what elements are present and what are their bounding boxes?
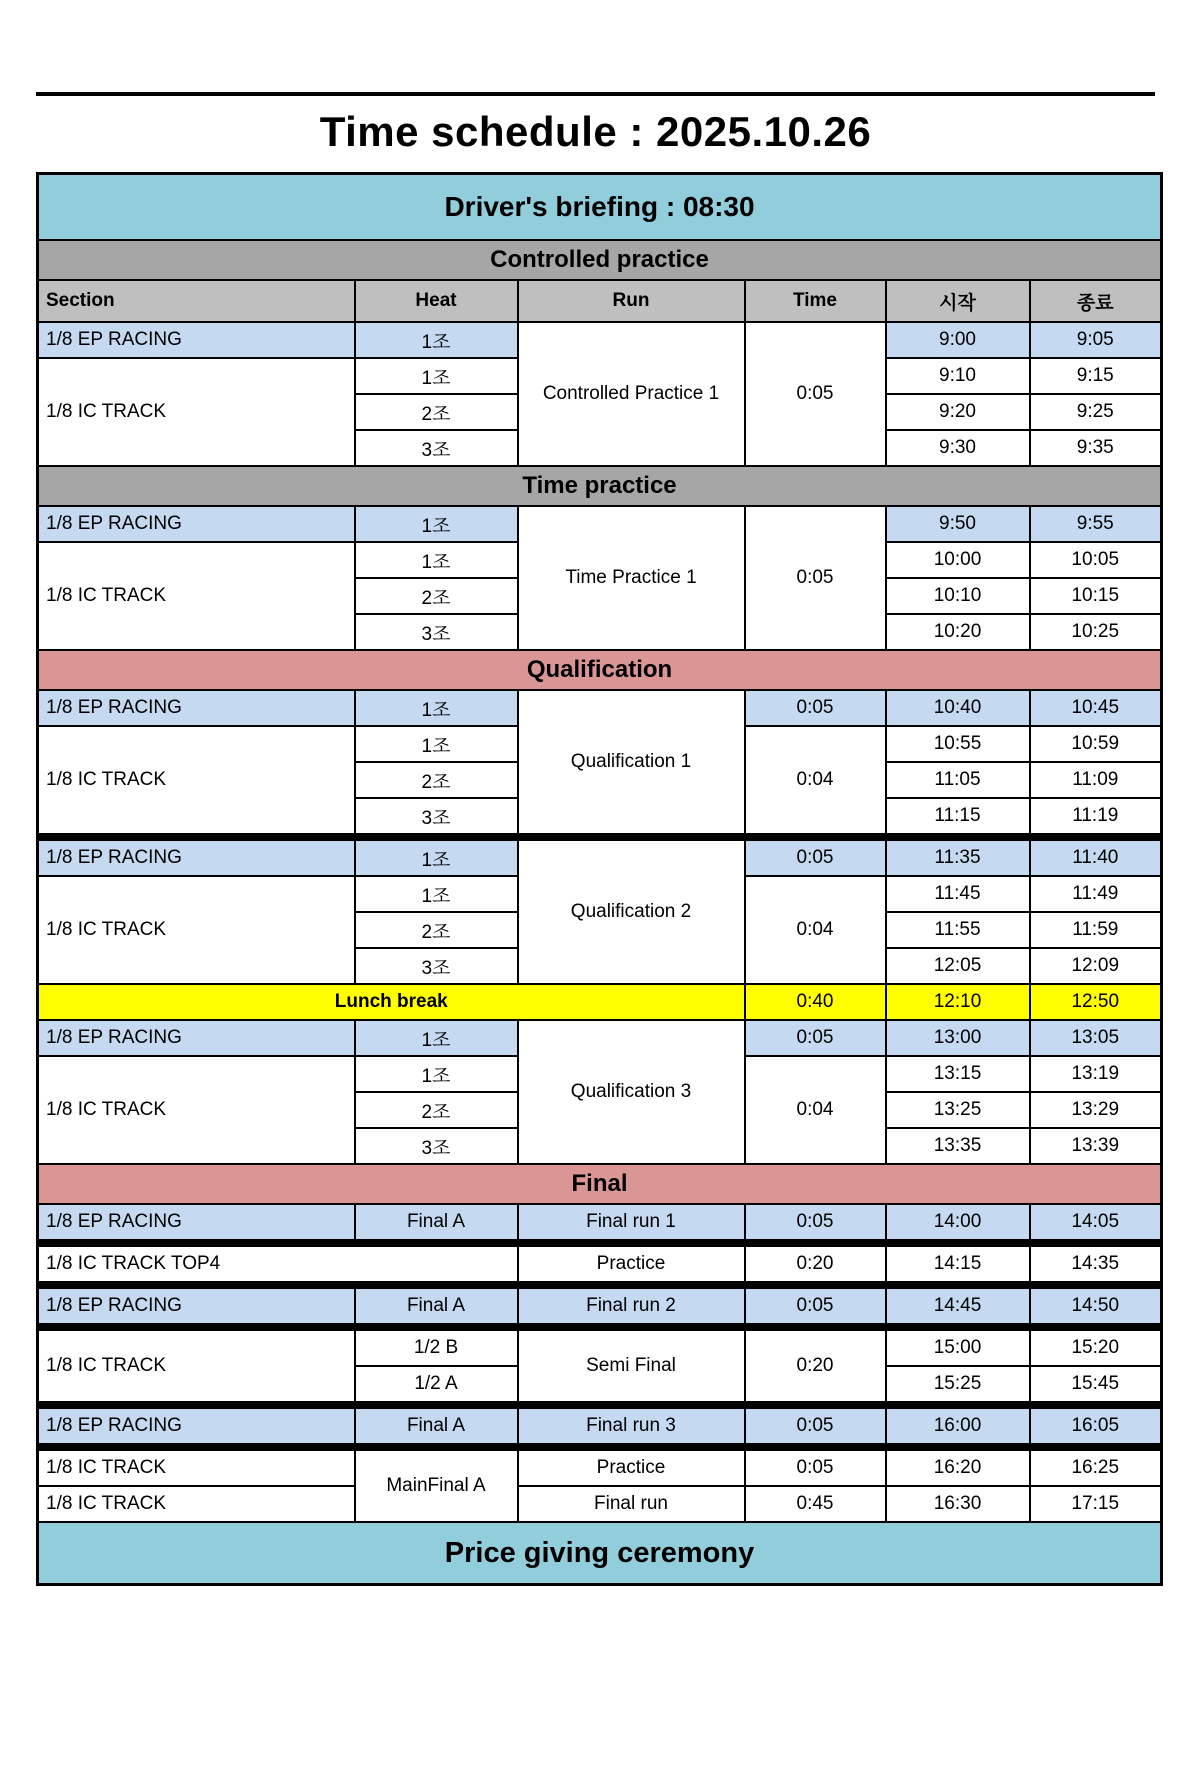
section-cell: 1/8 EP RACING (38, 1204, 355, 1243)
table-row (38, 1447, 1162, 1486)
table-row (38, 1486, 1162, 1522)
table-row (38, 1020, 1162, 1056)
heat-cell: 1/2 A (355, 1366, 518, 1405)
start-cell: 12:05 (886, 948, 1030, 984)
band-final (38, 1164, 1162, 1204)
heat-cell: 3조 (355, 1128, 518, 1164)
start-cell: 16:30 (886, 1486, 1030, 1522)
end-cell: 15:45 (1030, 1366, 1162, 1405)
time-cell: 0:04 (745, 726, 886, 837)
band-label: Qualification (38, 650, 1162, 690)
table-row (38, 690, 1162, 726)
section-cell: 1/8 EP RACING (38, 1020, 355, 1056)
run-cell: Final run 2 (518, 1285, 745, 1327)
start-cell: 10:00 (886, 542, 1030, 578)
section-cell: 1/8 IC TRACK (38, 1486, 355, 1522)
start-cell: 10:40 (886, 690, 1030, 726)
section-cell: 1/8 IC TRACK (38, 1056, 355, 1164)
end-cell: 11:59 (1030, 912, 1162, 948)
section-cell: 1/8 IC TRACK (38, 876, 355, 984)
start-cell: 16:20 (886, 1447, 1030, 1486)
start-cell: 11:35 (886, 837, 1030, 876)
start-cell: 11:55 (886, 912, 1030, 948)
ceremony-banner (38, 1522, 1162, 1585)
time-cell: 0:05 (745, 837, 886, 876)
end-cell: 14:35 (1030, 1243, 1162, 1285)
start-cell: 13:25 (886, 1092, 1030, 1128)
end-cell: 10:59 (1030, 726, 1162, 762)
section-cell: 1/8 IC TRACK TOP4 (38, 1243, 518, 1285)
end-cell: 16:25 (1030, 1447, 1162, 1486)
section-cell: 1/8 IC TRACK (38, 1447, 355, 1486)
time-cell: 0:40 (745, 984, 886, 1020)
heat-cell: 1조 (355, 1056, 518, 1092)
ceremony-banner-label: Price giving ceremony (38, 1522, 1162, 1585)
heat-cell: 2조 (355, 578, 518, 614)
table-row (38, 322, 1162, 358)
time-cell: 0:04 (745, 876, 886, 984)
heat-cell: Final A (355, 1405, 518, 1447)
time-cell: 0:05 (745, 1405, 886, 1447)
start-cell: 12:10 (886, 984, 1030, 1020)
start-cell: 15:00 (886, 1327, 1030, 1366)
end-cell: 13:19 (1030, 1056, 1162, 1092)
end-cell: 11:49 (1030, 876, 1162, 912)
end-cell: 9:05 (1030, 322, 1162, 358)
end-cell: 11:19 (1030, 798, 1162, 837)
heat-cell: 2조 (355, 1092, 518, 1128)
time-cell: 0:45 (745, 1486, 886, 1522)
heat-cell: MainFinal A (355, 1447, 518, 1522)
table-row (38, 1327, 1162, 1366)
section-cell: 1/8 EP RACING (38, 690, 355, 726)
start-cell: 14:15 (886, 1243, 1030, 1285)
start-cell: 9:30 (886, 430, 1030, 466)
lunch-break-row (38, 984, 1162, 1020)
time-cell: 0:04 (745, 1056, 886, 1164)
heat-cell: 1조 (355, 1020, 518, 1056)
time-cell: 0:05 (745, 322, 886, 466)
run-cell: Practice (518, 1243, 745, 1285)
column-header-row (38, 280, 1162, 322)
time-cell: 0:20 (745, 1243, 886, 1285)
section-cell: 1/8 IC TRACK (38, 358, 355, 466)
end-cell: 9:15 (1030, 358, 1162, 394)
band-label: Controlled practice (38, 240, 1162, 280)
end-cell: 13:39 (1030, 1128, 1162, 1164)
start-cell: 9:20 (886, 394, 1030, 430)
start-cell: 10:55 (886, 726, 1030, 762)
time-cell: 0:05 (745, 1204, 886, 1243)
start-cell: 10:20 (886, 614, 1030, 650)
heat-cell: 1조 (355, 690, 518, 726)
top-rule (36, 92, 1155, 96)
run-cell: Qualification 1 (518, 690, 745, 837)
heat-cell: 3조 (355, 430, 518, 466)
col-header-time: Time (745, 280, 886, 322)
table-row (38, 1204, 1162, 1243)
time-cell: 0:05 (745, 690, 886, 726)
run-cell: Controlled Practice 1 (518, 322, 745, 466)
end-cell: 9:55 (1030, 506, 1162, 542)
end-cell: 10:05 (1030, 542, 1162, 578)
table-row (38, 1243, 1162, 1285)
run-cell: Final run 1 (518, 1204, 745, 1243)
section-cell: 1/8 EP RACING (38, 506, 355, 542)
end-cell: 15:20 (1030, 1327, 1162, 1366)
start-cell: 16:00 (886, 1405, 1030, 1447)
start-cell: 13:15 (886, 1056, 1030, 1092)
end-cell: 10:25 (1030, 614, 1162, 650)
band-label: Time practice (38, 466, 1162, 506)
run-cell: Semi Final (518, 1327, 745, 1405)
end-cell: 13:29 (1030, 1092, 1162, 1128)
band-qualification (38, 650, 1162, 690)
heat-cell: 3조 (355, 948, 518, 984)
run-cell: Final run 3 (518, 1405, 745, 1447)
start-cell: 11:15 (886, 798, 1030, 837)
end-cell: 12:09 (1030, 948, 1162, 984)
heat-cell: 1조 (355, 506, 518, 542)
end-cell: 9:35 (1030, 430, 1162, 466)
start-cell: 9:10 (886, 358, 1030, 394)
end-cell: 16:05 (1030, 1405, 1162, 1447)
section-cell: 1/8 IC TRACK (38, 542, 355, 650)
heat-cell: 1/2 B (355, 1327, 518, 1366)
section-cell: 1/8 EP RACING (38, 1405, 355, 1447)
end-cell: 11:09 (1030, 762, 1162, 798)
end-cell: 11:40 (1030, 837, 1162, 876)
start-cell: 14:00 (886, 1204, 1030, 1243)
start-cell: 9:00 (886, 322, 1030, 358)
time-cell: 0:20 (745, 1327, 886, 1405)
col-header-start: 시작 (886, 280, 1030, 322)
heat-cell: 1조 (355, 837, 518, 876)
briefing-banner-label: Driver's briefing : 08:30 (38, 174, 1162, 241)
end-cell: 17:15 (1030, 1486, 1162, 1522)
end-cell: 10:15 (1030, 578, 1162, 614)
start-cell: 13:35 (886, 1128, 1030, 1164)
heat-cell: 1조 (355, 542, 518, 578)
start-cell: 10:10 (886, 578, 1030, 614)
heat-cell: 3조 (355, 798, 518, 837)
time-cell: 0:05 (745, 1020, 886, 1056)
col-header-run: Run (518, 280, 745, 322)
section-cell: 1/8 EP RACING (38, 322, 355, 358)
heat-cell: Final A (355, 1204, 518, 1243)
table-row (38, 506, 1162, 542)
run-cell: Qualification 3 (518, 1020, 745, 1164)
col-header-section: Section (38, 280, 355, 322)
start-cell: 14:45 (886, 1285, 1030, 1327)
end-cell: 12:50 (1030, 984, 1162, 1020)
table-row (38, 837, 1162, 876)
run-cell: Practice (518, 1447, 745, 1486)
run-cell: Time Practice 1 (518, 506, 745, 650)
schedule-page (0, 92, 1191, 1776)
start-cell: 9:50 (886, 506, 1030, 542)
end-cell: 9:25 (1030, 394, 1162, 430)
heat-cell: Final A (355, 1285, 518, 1327)
heat-cell: 3조 (355, 614, 518, 650)
heat-cell: 1조 (355, 876, 518, 912)
start-cell: 11:05 (886, 762, 1030, 798)
start-cell: 13:00 (886, 1020, 1030, 1056)
heat-cell: 2조 (355, 912, 518, 948)
section-cell: 1/8 IC TRACK (38, 726, 355, 837)
section-cell: 1/8 EP RACING (38, 837, 355, 876)
heat-cell: 1조 (355, 358, 518, 394)
heat-cell: 1조 (355, 322, 518, 358)
table-row (38, 1405, 1162, 1447)
band-time-practice (38, 466, 1162, 506)
heat-cell: 1조 (355, 726, 518, 762)
heat-cell: 2조 (355, 762, 518, 798)
band-controlled-practice (38, 240, 1162, 280)
start-cell: 15:25 (886, 1366, 1030, 1405)
briefing-banner (38, 174, 1162, 241)
end-cell: 13:05 (1030, 1020, 1162, 1056)
time-cell: 0:05 (745, 506, 886, 650)
heat-cell: 2조 (355, 394, 518, 430)
run-cell: Qualification 2 (518, 837, 745, 984)
band-label: Final (38, 1164, 1162, 1204)
section-cell: 1/8 IC TRACK (38, 1327, 355, 1405)
col-header-end: 종료 (1030, 280, 1162, 322)
page-title: Time schedule : 2025.10.26 (319, 108, 872, 155)
run-cell: Final run (518, 1486, 745, 1522)
col-header-heat: Heat (355, 280, 518, 322)
start-cell: 11:45 (886, 876, 1030, 912)
end-cell: 14:05 (1030, 1204, 1162, 1243)
end-cell: 10:45 (1030, 690, 1162, 726)
schedule-table (36, 172, 1163, 1586)
lunch-break-label: Lunch break (38, 984, 745, 1020)
end-cell: 14:50 (1030, 1285, 1162, 1327)
time-cell: 0:05 (745, 1447, 886, 1486)
time-cell: 0:05 (745, 1285, 886, 1327)
table-row (38, 1285, 1162, 1327)
section-cell: 1/8 EP RACING (38, 1285, 355, 1327)
